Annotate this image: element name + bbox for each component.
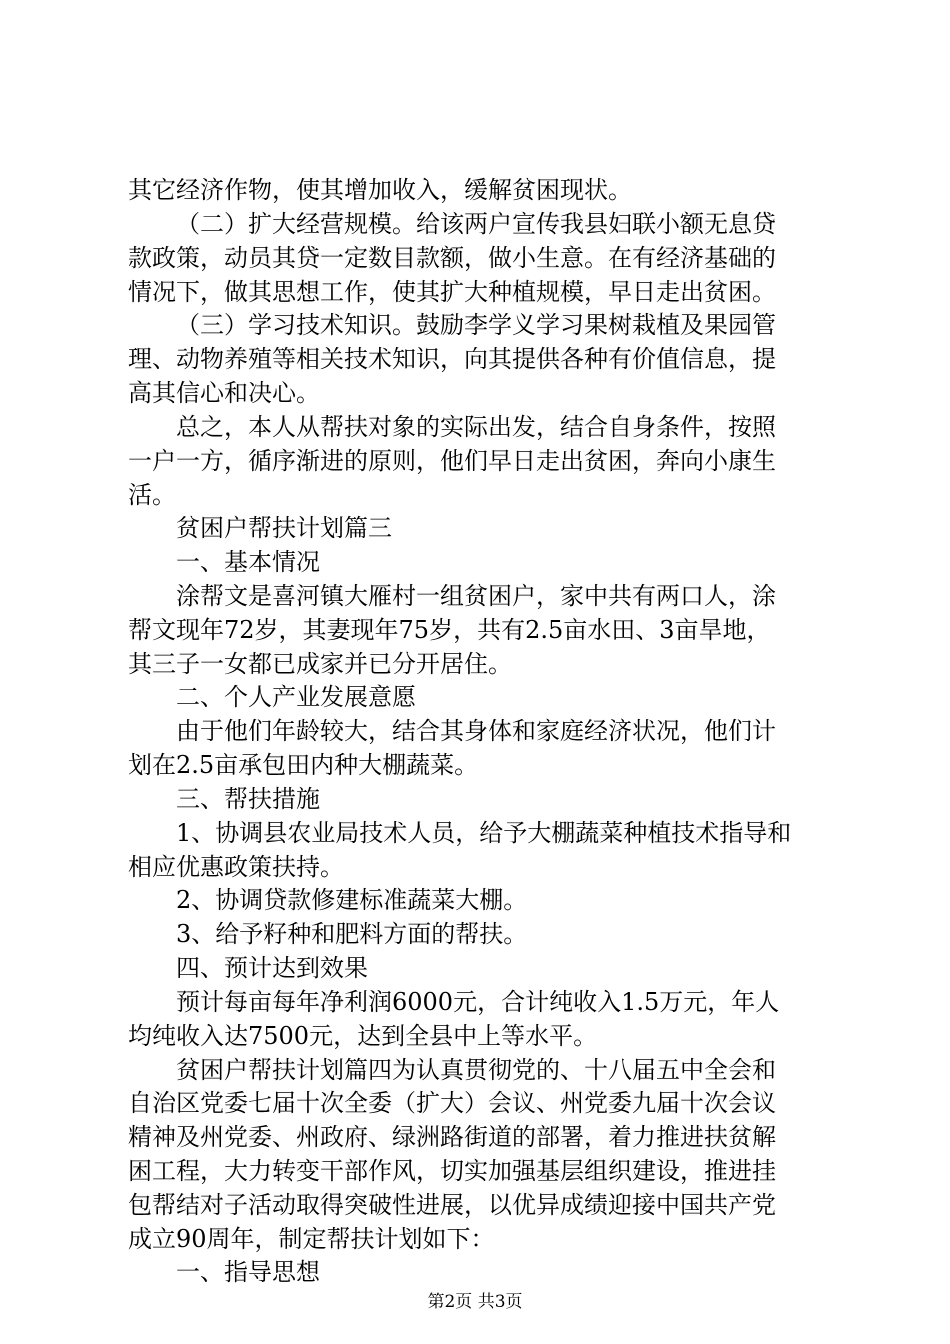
text-line: 困工程，大力转变干部作风，切实加强基层组织建设，推进挂 [128,1157,776,1185]
text-line: 2、协调贷款修建标准蔬菜大棚。 [176,886,528,914]
text-line: 由于他们年龄较大，结合其身体和家庭经济状况，他们计 [176,717,776,745]
text-line: 包帮结对子活动取得突破性进展，以优异成绩迎接中国共产党 [128,1191,776,1219]
text-line: 相应优惠政策扶持。 [128,853,344,881]
text-line: 划在2.5亩承包田内种大棚蔬菜。 [128,751,479,779]
text-line: 其三子一女都已成家并已分开居住。 [128,650,512,678]
text-line: 成立90周年，制定帮扶计划如下： [128,1225,495,1253]
section-heading: 一、基本情况 [176,548,320,576]
text-line: 预计每亩每年净利润6000元，合计纯收入1.5万元，年人 [176,988,780,1016]
text-line: （二）扩大经营规模。给该两户宣传我县妇联小额无息贷 [176,210,776,238]
section-heading: 四、预计达到效果 [176,954,368,982]
page-footer: 第2页 共3页 [427,1292,523,1312]
text-line: 均纯收入达7500元，达到全县中上等水平。 [128,1022,598,1050]
section-heading: 二、个人产业发展意愿 [176,683,416,711]
text-line: 其它经济作物，使其增加收入，缓解贫困现状。 [128,176,632,204]
text-line: 帮文现年72岁，其妻现年75岁，共有2.5亩水田、3亩旱地， [128,616,771,644]
text-line: 情况下，做其思想工作，使其扩大种植规模，早日走出贫困。 [128,278,776,306]
text-line: 款政策，动员其贷一定数目款额，做小生意。在有经济基础的 [128,244,776,272]
text-line: 贫困户帮扶计划篇四为认真贯彻党的、十八届五中全会和 [176,1056,776,1084]
text-line: 自治区党委七届十次全委（扩大）会议、州党委九届十次会议 [128,1089,776,1117]
section-heading: 三、帮扶措施 [176,785,320,813]
text-line: 精神及州党委、州政府、绿洲路街道的部署，着力推进扶贫解 [128,1123,776,1151]
section-heading: 一、指导思想 [176,1258,320,1286]
text-line: 1、协调县农业局技术人员，给予大棚蔬菜种植技术指导和 [176,819,792,847]
section-heading: 贫困户帮扶计划篇三 [176,514,392,542]
text-line: 活。 [128,481,176,509]
text-line: 总之，本人从帮扶对象的实际出发，结合自身条件，按照 [176,413,776,441]
text-line: 3、给予籽种和肥料方面的帮扶。 [176,920,528,948]
text-line: 一户一方，循序渐进的原则，他们早日走出贫困，奔向小康生 [128,447,776,475]
text-line: 涂帮文是喜河镇大雁村一组贫困户，家中共有两口人，涂 [176,582,776,610]
text-line: 理、动物养殖等相关技术知识，向其提供各种有价值信息，提 [128,345,776,373]
text-line: （三）学习技术知识。鼓励李学义学习果树栽植及果园管 [176,311,776,339]
text-line: 高其信心和决心。 [128,379,320,407]
